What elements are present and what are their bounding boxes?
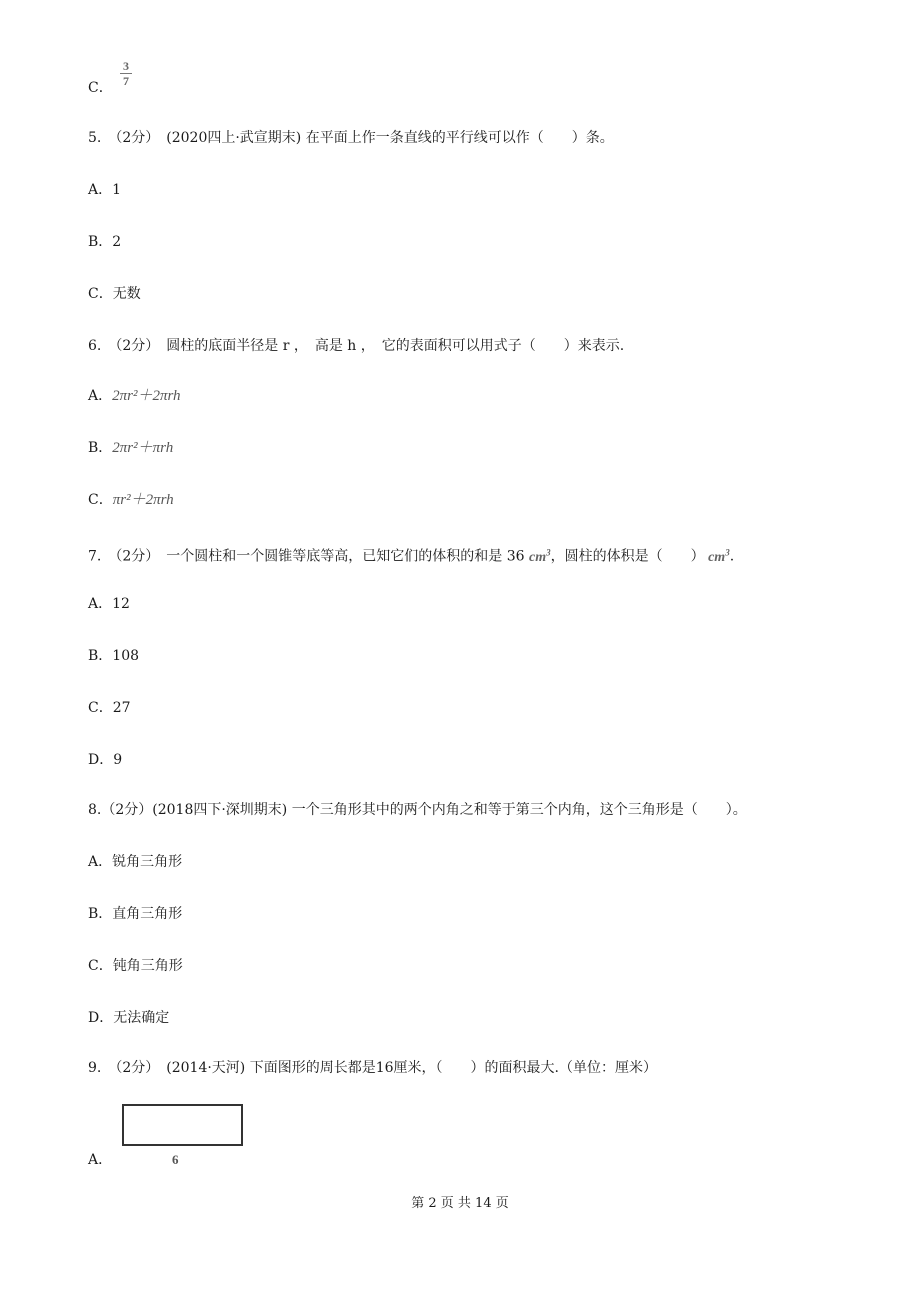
fraction-numerator: 3 bbox=[123, 59, 129, 73]
option-label: A． bbox=[88, 596, 113, 612]
q8-option-a bbox=[88, 852, 182, 872]
option-label: B． bbox=[88, 648, 113, 664]
q7-option-c bbox=[88, 698, 131, 718]
q6-option-b bbox=[88, 438, 173, 458]
q8-option-d bbox=[88, 1008, 169, 1028]
formula: πr²＋2πrh bbox=[112, 492, 174, 508]
option-label: A． bbox=[88, 182, 113, 198]
option-text: 12 bbox=[112, 596, 130, 612]
option-text: 108 bbox=[112, 648, 140, 664]
q7-stem-part-a: 7. （2分） 一个圆柱和一个圆锥等底等高，已知它们的体积的和是 36 bbox=[88, 548, 529, 565]
q8-stem: 8.（2分）(2018四下·深圳期末) 一个三角形其中的两个内角之和等于第三个内角，这个三角形是（ ）。 bbox=[88, 802, 747, 818]
option-text: 1 bbox=[112, 182, 122, 198]
option-text: 锐角三角形 bbox=[112, 854, 183, 870]
q4-option-c bbox=[88, 78, 113, 98]
option-label: C． bbox=[88, 286, 113, 302]
option-label: A． bbox=[88, 1152, 113, 1168]
option-text: 钝角三角形 bbox=[112, 958, 183, 974]
option-label: C． bbox=[88, 700, 113, 716]
formula: 2πr²＋2πrh bbox=[112, 388, 181, 404]
q9-option-a bbox=[88, 1150, 112, 1170]
q5-stem: 5. （2分） (2020四上·武宣期末) 在平面上作一条直线的平行线可以作（ ）条。 bbox=[88, 130, 614, 146]
option-text: 9 bbox=[113, 752, 123, 768]
q7-stem bbox=[88, 542, 734, 568]
q9-stem: 9. （2分） (2014·天河) 下面图形的周长都是16厘米，（ ）的面积最大.（单位：厘米） bbox=[88, 1060, 657, 1076]
formula: 2πr²＋πrh bbox=[112, 440, 174, 456]
q6-option-a bbox=[88, 386, 181, 406]
rectangle-figure bbox=[122, 1104, 243, 1146]
q7-option-b bbox=[88, 646, 139, 666]
q5-option-a bbox=[88, 180, 121, 200]
page-footer: 第 2 页 共 14 页 bbox=[411, 1196, 509, 1211]
option-text: 2 bbox=[112, 234, 122, 250]
q7-option-a bbox=[88, 594, 130, 614]
option-label: B． bbox=[88, 440, 113, 456]
fraction-denominator: 7 bbox=[123, 74, 129, 88]
option-text: 无法确定 bbox=[113, 1010, 170, 1026]
unit-exponent: 3 bbox=[725, 547, 730, 557]
q8-option-c bbox=[88, 956, 183, 976]
unit-base: cm bbox=[708, 549, 726, 565]
unit-cm3 bbox=[528, 547, 551, 565]
option-label: B． bbox=[88, 234, 113, 250]
figure-dimension-label: 6 bbox=[172, 1152, 179, 1167]
option-label: C． bbox=[88, 80, 113, 96]
q8-option-b bbox=[88, 904, 182, 924]
option-text: 直角三角形 bbox=[112, 906, 183, 922]
option-text: 27 bbox=[112, 700, 131, 716]
option-label: D． bbox=[88, 1010, 114, 1026]
option-label: C． bbox=[88, 958, 113, 974]
fraction-3-7 bbox=[120, 60, 132, 87]
q5-option-b bbox=[88, 232, 121, 252]
option-label: A． bbox=[88, 854, 113, 870]
q5-option-c bbox=[88, 284, 141, 304]
q7-stem-part-c: . bbox=[729, 548, 735, 565]
option-label: A． bbox=[88, 388, 113, 404]
q6-option-c bbox=[88, 490, 174, 510]
option-label: C． bbox=[88, 492, 113, 508]
unit-cm3 bbox=[705, 547, 730, 565]
unit-base: cm bbox=[528, 549, 547, 565]
q7-stem-part-b: ，圆柱的体积是（ ） bbox=[550, 548, 705, 565]
unit-exponent: 3 bbox=[546, 547, 551, 557]
option-text: 无数 bbox=[112, 286, 141, 302]
q6-stem: 6. （2分） 圆柱的底面半径是 r ， 高是 h ， 它的表面积可以用式子（ ）来表示. bbox=[88, 338, 625, 354]
q7-option-d bbox=[88, 750, 122, 770]
option-label: D． bbox=[88, 752, 114, 768]
option-label: B． bbox=[88, 906, 113, 922]
